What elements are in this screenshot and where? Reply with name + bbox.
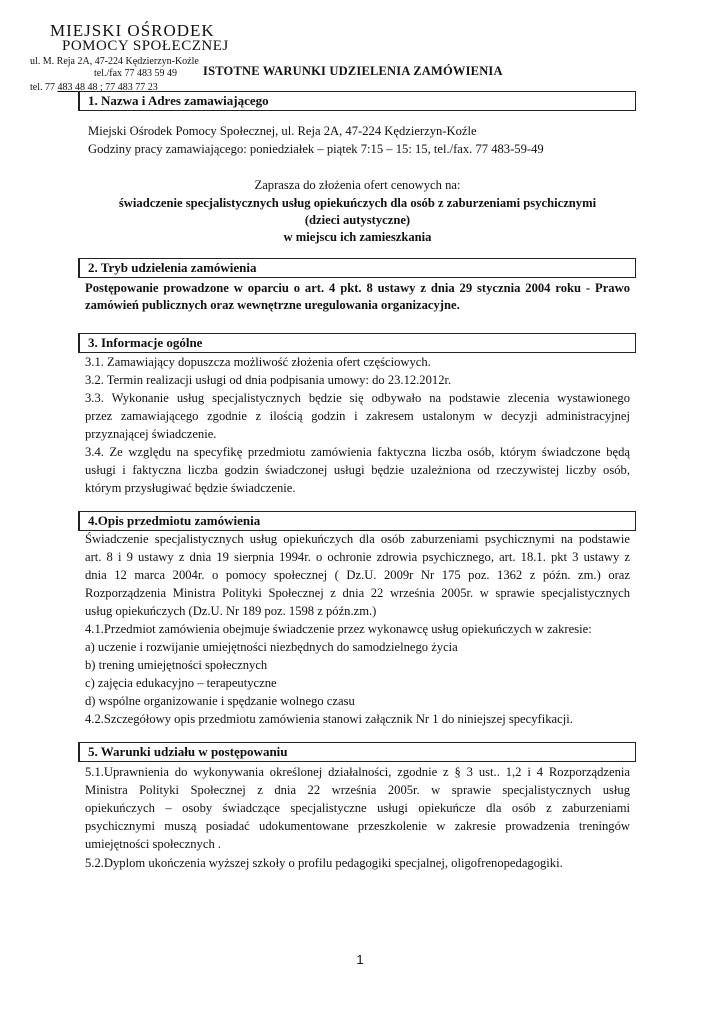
section-2-line2: zamówień publicznych oraz wewnętrzne uregulowania organizacyjne.: [85, 298, 460, 312]
section-1-service-line1: świadczenie specjalistycznych usług opiekuńczych dla osób z zaburzeniami psychicznymi: [118, 196, 597, 210]
section-1-service-line3: w miejscu ich zamieszkania: [283, 230, 432, 244]
section-5-point-1-line2: Ministra Polityki Społecznej z dnia 22 września 2005r. w sprawie specjalistycznych usług: [85, 783, 630, 797]
section-4-desc-line4: Rozporządzenia Ministra Polityki Społecznej z dnia 22 września 2005r. w sprawie specjalistycznych: [85, 586, 630, 600]
section-1-service-line2: (dzieci autystyczne): [304, 213, 411, 227]
section-4-desc-line5: usług opiekuńczych (Dz.U. Nr 189 poz. 1598 z późn.zm.): [85, 604, 377, 618]
section-3-point-4-line1: 3.4. Ze względu na specyfikę przedmiotu zamówienia faktyczna liczba osób, którym świadczone będą: [85, 445, 630, 459]
section-1-hours: Godziny pracy zamawiającego: poniedziałek – piątek 7:15 – 15: 15, tel./fax. 77 483-59-49: [88, 142, 544, 156]
section-2-line1: Postępowanie prowadzone w oparciu o art. 4 pkt. 8 ustawy z dnia 29 stycznia 2004 roku - Prawo: [85, 281, 630, 295]
section-4-point-2: 4.2.Szczegółowy opis przedmiotu zamówienia stanowi załącznik Nr 1 do niniejszej specyfikacji.: [85, 712, 573, 726]
section-3-heading: 3. Informacje ogólne: [78, 333, 636, 353]
stamp-institution-line2: POMOCY SPOŁECZNEJ: [62, 38, 229, 54]
section-3-point-3-line2: przez zamawiającego zgodnie z ilością godzin i zakresem ustalonym w decyzji administracyjnej: [85, 409, 630, 423]
section-5-point-1-line4: psychicznymi muszą posiadać udokumentowane przeszkolenie w zakresie prowadzenia treningów: [85, 819, 630, 833]
section-5-point-1-line1: 5.1.Uprawnienia do wykonywania określonej działalności, zgodnie z § 3 ust.. 1,2 i 4 Rozporządzenia: [85, 765, 630, 779]
stamp-phone-numbers: 483 48 48 ; 77 483 77 23: [57, 82, 158, 93]
section-1-heading: 1. Nazwa i Adres zamawiającego: [78, 91, 636, 111]
section-4-desc-line2: art. 8 i 9 ustawy z dnia 19 sierpnia 1994r. o ochronie zdrowia psychicznego, art. 18.1. pkt 3 ustawy z: [85, 550, 630, 564]
section-3-point-1: 3.1. Zamawiający dopuszcza możliwość złożenia ofert częściowych.: [85, 355, 431, 369]
stamp-fax: tel./fax 77 483 59 49: [94, 68, 178, 79]
stamp-institution-line1: MIEJSKI OŚRODEK: [50, 21, 215, 40]
section-3-point-2: 3.2. Termin realizacji usługi od dnia podpisania umowy: do 23.12.2012r.: [85, 373, 452, 387]
section-4-item-d: d) wspólne organizowanie i spędzanie wolnego czasu: [85, 694, 355, 708]
section-3-point-4-line2: usługi i faktyczna liczba godzin świadczonej usługi będzie uzależniona od rzeczywistej liczby osób,: [85, 463, 630, 477]
section-5-point-1-line3: opiekuńczych – osoby świadczące specjalistyczne usługi opiekuńcze dla osób z zaburzeniami: [85, 801, 630, 815]
section-4-point-1: 4.1.Przedmiot zamówienia obejmuje świadczenie przez wykonawcę usług opiekuńczych w zakresie:: [85, 622, 592, 636]
section-4-item-a: a) uczenie i rozwijanie umiejętności niezbędnych do samodzielnego życia: [85, 640, 458, 654]
section-2-heading: 2. Tryb udzielenia zamówienia: [78, 258, 636, 278]
section-4-item-c: c) zajęcia edukacyjno – terapeutyczne: [85, 676, 277, 690]
section-1-address: Miejski Ośrodek Pomocy Społecznej, ul. Reja 2A, 47-224 Kędzierzyn-Koźle: [88, 124, 477, 138]
document-title: ISTOTNE WARUNKI UDZIELENIA ZAMÓWIENIA: [203, 64, 503, 78]
section-1-invite: Zaprasza do złożenia ofert cenowych na:: [254, 178, 461, 192]
section-3-point-4-line3: którym przysługiwać będzie świadczenie.: [85, 481, 296, 495]
section-3-point-3-line1: 3.3. Wykonanie usług specjalistycznych będzie się odbywało na podstawie zlecenia wystawionego: [85, 391, 630, 405]
page-number: 1: [356, 952, 364, 967]
section-4-heading: 4.Opis przedmiotu zamówienia: [78, 511, 636, 531]
section-4-desc-line1: Świadczenie specjalistycznych usług opiekuńczych dla osób zaburzeniami psychicznymi na podstawie: [85, 532, 630, 546]
section-5-heading: 5. Warunki udziału w postępowaniu: [78, 742, 636, 762]
section-5-point-1-line5: umiejętności społecznych .: [85, 837, 222, 851]
stamp-address: ul. M. Reja 2A, 47-224 Kędzierzyn-Koźle: [30, 56, 199, 67]
section-5-point-2: 5.2.Dyplom ukończenia wyższej szkoły o profilu pedagogiki specjalnej, oligofrenopedagogiki.: [85, 856, 563, 870]
section-3-point-3-line3: przyznającej świadczenie.: [85, 427, 217, 441]
stamp-phone-prefix: tel. 77: [30, 82, 58, 93]
section-4-item-b: b) trening umiejętności społecznych: [85, 658, 268, 672]
section-4-desc-line3: dnia 12 marca 2004r. o pomocy społecznej ( Dz.U. 2009r Nr 175 poz. 1362 z późn. zm.) oraz: [85, 568, 630, 582]
